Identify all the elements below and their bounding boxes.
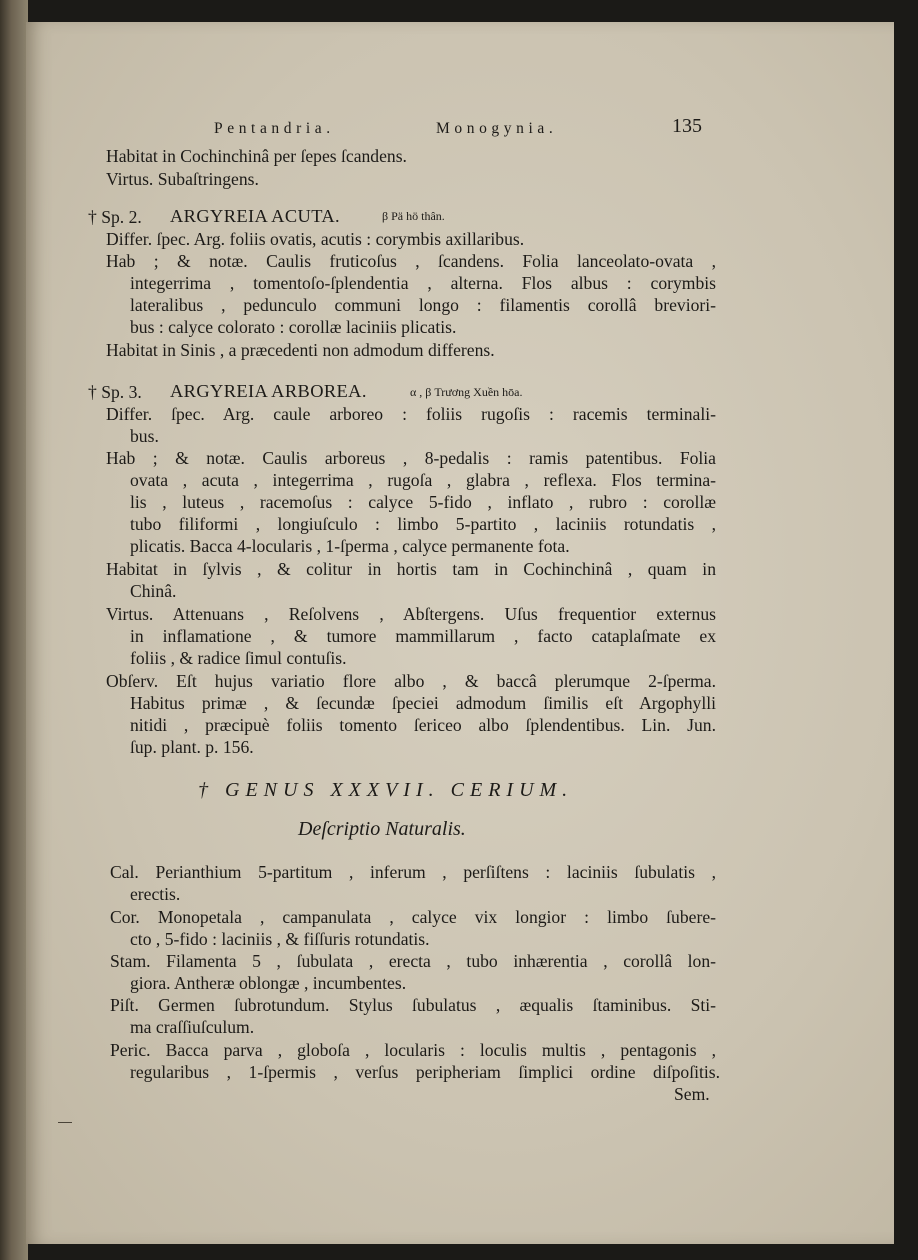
text-line: Stam. Filamenta 5 , ſubulata , erecta , tubo inhærentia , corollâ lon- — [110, 951, 716, 971]
text-line: bus : calyce colorato : corollæ laciniis plicatis. — [130, 317, 457, 337]
catchword: Sem. — [674, 1084, 710, 1104]
running-header-right: Monogynia. — [436, 120, 558, 137]
text-line: regularibus , 1-ſpermis , verſus peripheriam ſimplici ordine diſpoſitis. — [130, 1062, 720, 1082]
text-line: giora. Antheræ oblongæ , incumbentes. — [130, 973, 407, 993]
text-line: Virtus. Attenuans , Reſolvens , Abſtergens. Uſus frequentior externus — [106, 604, 716, 624]
text-line: lis , luteus , racemoſus : calyce 5-fido , inflato , rubro : corollæ — [130, 492, 716, 512]
text-line: Hab ; & notæ. Caulis arboreus , 8-pedalis : ramis patentibus. Folia — [106, 448, 716, 468]
species-number: † Sp. 2. — [88, 207, 142, 227]
species-name: ARGYREIA ARBOREA. — [170, 381, 367, 401]
text-line: ovata , acuta , integerrima , rugoſa , glabra , reflexa. Flos termina- — [130, 470, 716, 490]
text-line: cto , 5-fido : laciniis , & fiſſuris rotundatis. — [130, 929, 430, 949]
description-heading: Deſcriptio Naturalis. — [298, 818, 466, 840]
text-line: ſup. plant. p. 156. — [130, 737, 254, 757]
text-line: Habitat in Cochinchinâ per ſepes ſcandens. — [106, 146, 407, 166]
text-line: Obſerv. Eſt hujus variatio flore albo , & baccâ plerumque 2-ſperma. — [106, 671, 716, 691]
text-line: Cor. Monopetala , campanulata , calyce vix longior : limbo ſubere- — [110, 907, 716, 927]
book-gutter — [0, 0, 28, 1260]
margin-mark — [58, 1122, 72, 1123]
text-line: Differ. ſpec. Arg. caule arboreo : foliis rugoſis : racemis terminali- — [106, 404, 716, 424]
text-line: tubo filiformi , longiuſculo : limbo 5-partito , laciniis rotundatis , — [130, 514, 716, 534]
running-header-left: Pentandria. — [214, 120, 335, 137]
vernacular-name: β Pä hö thân. — [382, 209, 445, 223]
text-line: erectis. — [130, 884, 181, 904]
text-line: Hab ; & notæ. Caulis fruticoſus , ſcandens. Folia lanceolato-ovata , — [106, 251, 716, 271]
text-line: Piſt. Germen ſubrotundum. Stylus ſubulatus , æqualis ſtaminibus. Sti- — [110, 995, 716, 1015]
text-line: Chinâ. — [130, 581, 177, 601]
text-line: Habitat in ſylvis , & colitur in hortis tam in Cochinchinâ , quam in — [106, 559, 716, 579]
text-line: integerrima , tomentoſo-ſplendentia , alterna. Flos albus : corymbis — [130, 273, 716, 293]
text-line: in inflamatione , & tumore mammillarum , facto cataplaſmate ex — [130, 626, 716, 646]
page-number: 135 — [672, 115, 702, 137]
text-line: lateralibus , pedunculo communi longo : filamentis corollâ breviori- — [130, 295, 716, 315]
text-line: bus. — [130, 426, 159, 446]
book-page — [26, 22, 894, 1244]
text-line: Peric. Bacca parva , globoſa , locularis : loculis multis , pentagonis , — [110, 1040, 716, 1060]
species-number: † Sp. 3. — [88, 382, 142, 402]
species-name: ARGYREIA ACUTA. — [170, 206, 341, 226]
vernacular-name: α , β Trương Xuền hōa. — [410, 385, 523, 399]
text-line: plicatis. Bacca 4-locularis , 1-ſperma , calyce permanente fota. — [130, 536, 570, 556]
text-line: Virtus. Subaſtringens. — [106, 169, 259, 189]
text-line: nitidi , præcipuè foliis tomento ſericeo albo ſplendentibus. Lin. Jun. — [130, 715, 716, 735]
text-line: foliis , & radice ſimul contuſis. — [130, 648, 347, 668]
text-line: Habitus primæ , & ſecundæ ſpeciei admodum ſimilis eſt Argophylli — [130, 693, 716, 713]
text-line: Cal. Perianthium 5-partitum , inferum , perſiſtens : laciniis ſubulatis , — [110, 862, 716, 882]
genus-heading: † GENUS XXXVII. CERIUM. — [198, 779, 574, 801]
text-line: Differ. ſpec. Arg. foliis ovatis, acutis : corymbis axillaribus. — [106, 229, 525, 249]
text-line: Habitat in Sinis , a præcedenti non admodum differens. — [106, 340, 495, 360]
text-line: ma craſſiuſculum. — [130, 1017, 255, 1037]
